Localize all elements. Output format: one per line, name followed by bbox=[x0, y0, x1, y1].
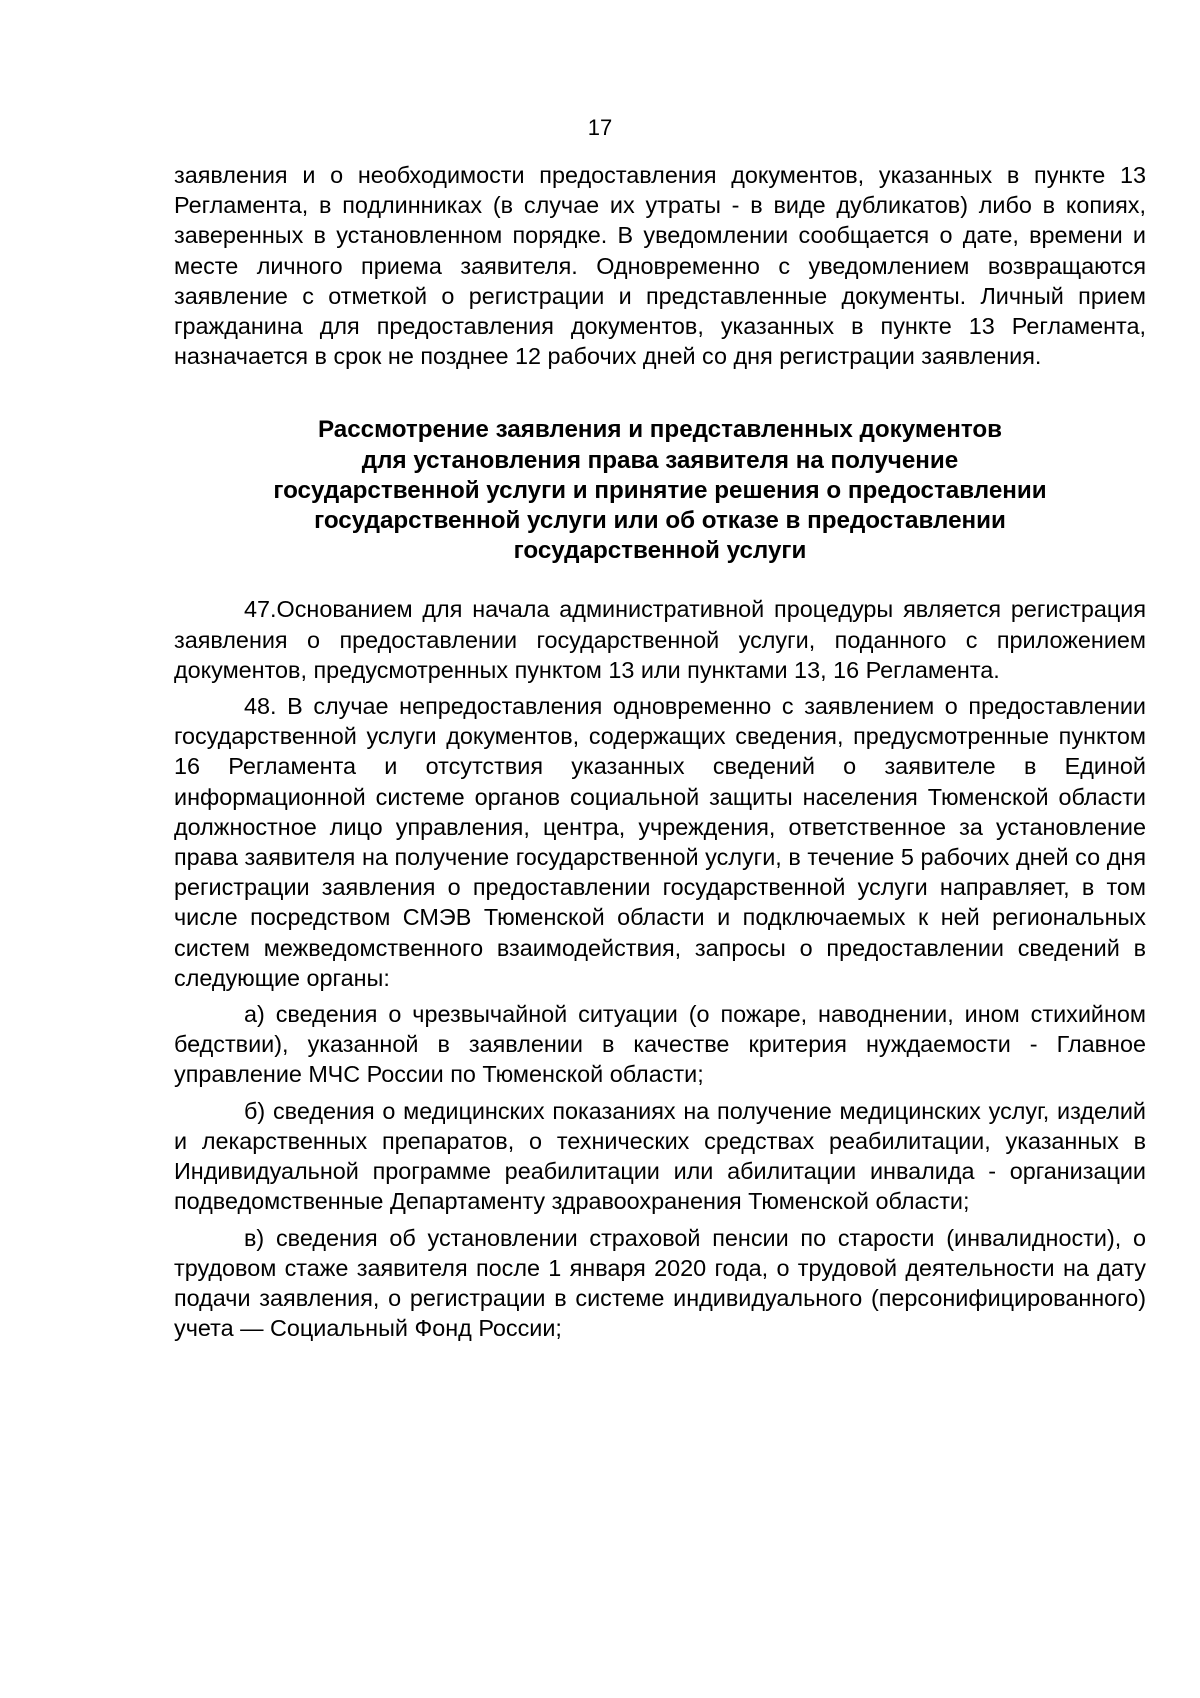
list-item-v: в) сведения об установлении страховой пенсии по старости (инвалидности), о трудовом стаже заявителя после 1 января 2020 года, о трудовой деятельности на дату подачи заявления, о регистрации в системе индивидуального (персонифицированного) учета — Социальный Фонд России; bbox=[174, 1224, 1146, 1342]
list-item-a: а) сведения о чрезвычайной ситуации (о пожаре, наводнении, ином стихийном бедствии), указанной в заявлении в качестве критерия нуждаемости - Главное управление МЧС России по Тюменской области; bbox=[174, 1001, 1146, 1088]
paragraph-47: 47.Основанием для начала административной процедуры является регистрация заявления о предоставлении государственной услуги, поданного с приложением документов, предусмотренных пунктом 13 или пунктами 13, 16 Регламента. bbox=[174, 596, 1146, 683]
section-heading bbox=[174, 415, 1146, 566]
heading-line: государственной услуги или об отказе в предоставлении bbox=[314, 507, 1006, 535]
intro-paragraph: заявления и о необходимости предоставления документов, указанных в пункте 13 Регламента, в подлинниках (в случае их утраты - в виде дубликатов) либо в копиях, заверенных в установленном порядке. В уведомлении сообщается о дате, времени и месте личного приема заявителя. Одновременно с уведомлением возвращаются заявление с отметкой о регистрации и представленные документы. Личный прием гражданина для предоставления документов, указанных в пункте 13 Регламента, назначается в срок не позднее 12 рабочих дней со дня регистрации заявления. bbox=[174, 162, 1146, 370]
heading-line: государственной услуги и принятие решения о предоставлении bbox=[273, 476, 1047, 504]
heading-line: Рассмотрение заявления и представленных документов bbox=[317, 416, 1003, 444]
heading-line: государственной услуги bbox=[513, 537, 807, 565]
document-body bbox=[174, 160, 1146, 1343]
heading-line: для установления права заявителя на получение bbox=[361, 446, 959, 474]
paragraph-48: 48. В случае непредоставления одновременно с заявлением о предоставлении государственной услуги документов, содержащих сведения, предусмотренные пунктом 16 Регламента и отсутствия указанных сведений о заявителе в Единой информационной системе органов социальной защиты населения Тюменской области должностное лицо управления, центра, учреждения, ответственное за установление права заявителя на получение государственной услуги, в течение 5 рабочих дней со дня регистрации заявления о предоставлении государственной услуги направляет, в том числе посредством СМЭВ Тюменской области и подключаемых к ней региональных систем межведомственного взаимодействия, запросы о предоставлении сведений в следующие органы: bbox=[174, 693, 1146, 991]
list-item-b: б) сведения о медицинских показаниях на получение медицинских услуг, изделий и лекарственных препаратов, о технических средствах реабилитации, указанных в Индивидуальной программе реабилитации или абилитации инвалида - организации подведомственные Департаменту здравоохранения Тюменской области; bbox=[174, 1097, 1146, 1215]
page-number: 17 bbox=[587, 115, 613, 140]
